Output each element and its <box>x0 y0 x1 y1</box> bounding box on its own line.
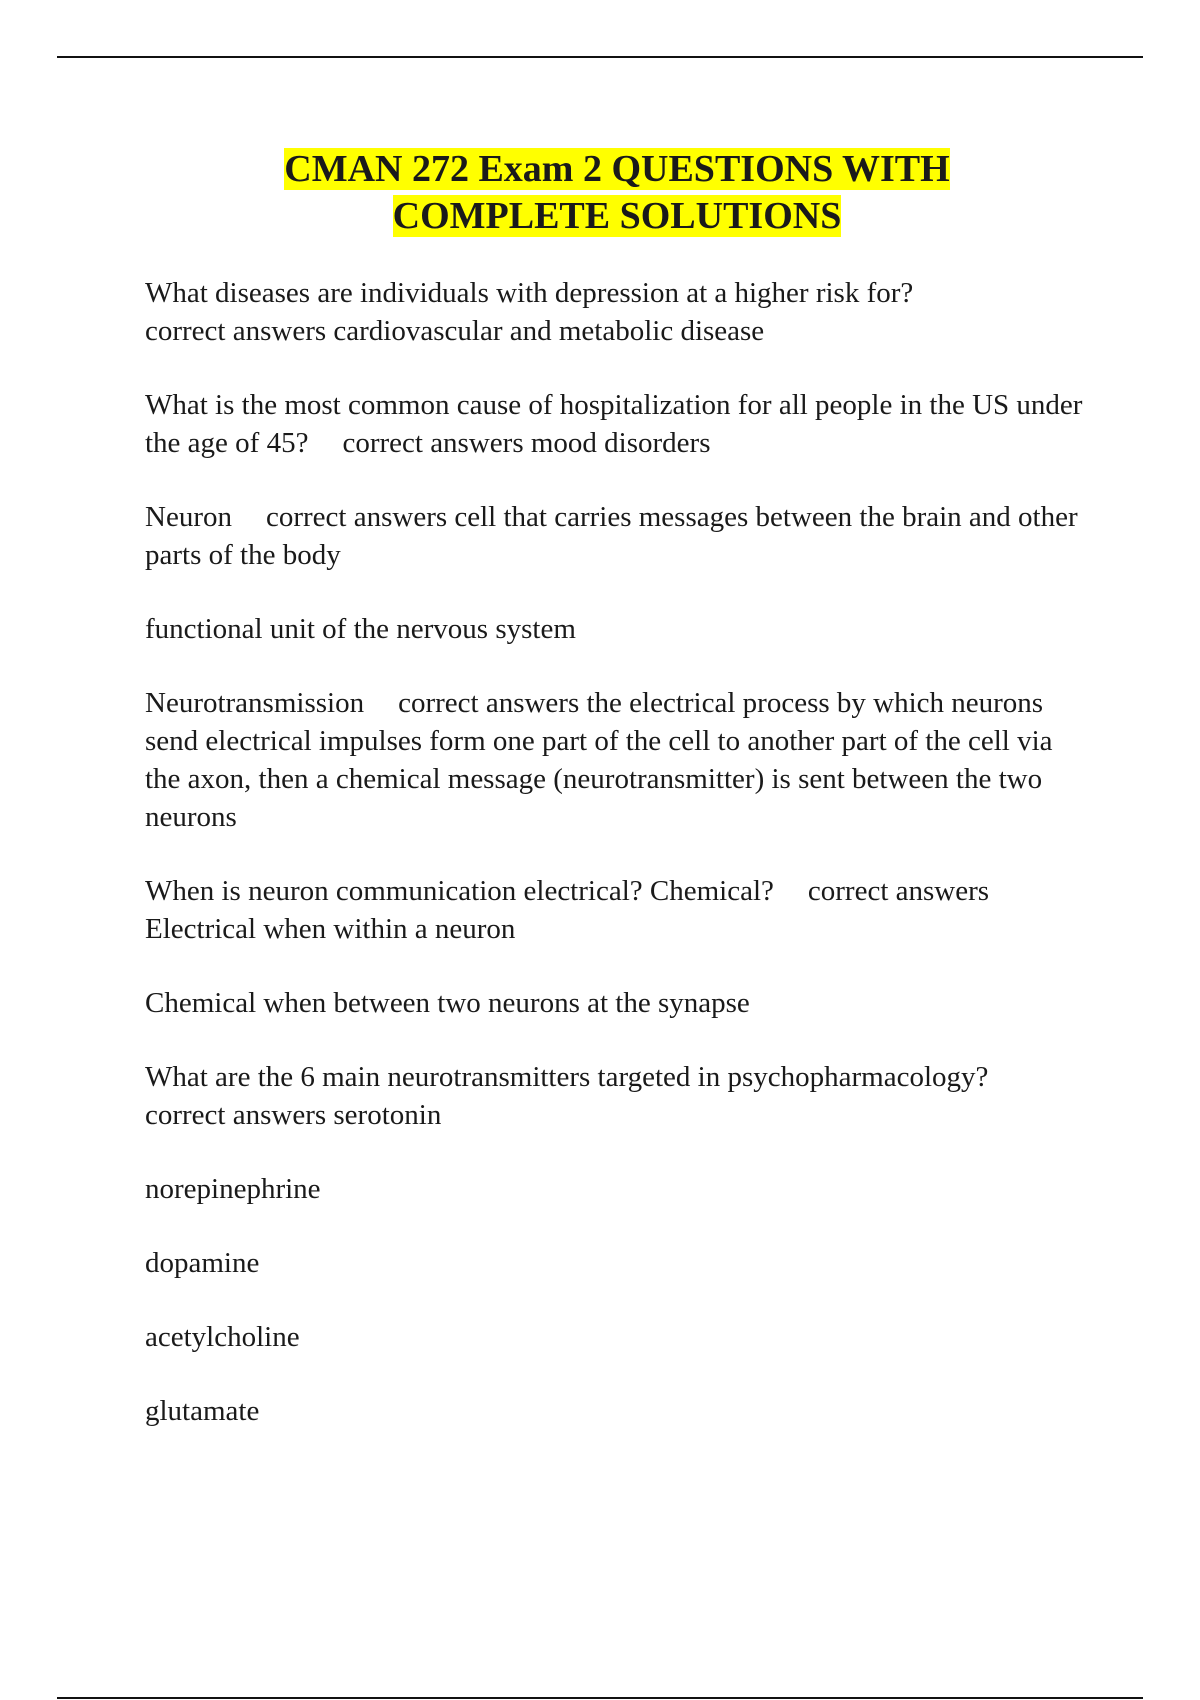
answer-text: correct answers the electrical process by which neurons send electrical impulses form one part of the cell to another part of the cell via the axon, then a chemical message (neurotransmitter) is sent between the two neurons <box>145 687 1060 833</box>
header-rule <box>57 56 1143 58</box>
qa-item-3 <box>145 498 1095 574</box>
question-text: What is the most common cause of hospitalization for all people in the US under the age of 45? <box>145 389 1090 459</box>
document-title <box>0 146 1200 240</box>
answer-text: correct answers cell that carries messages between the brain and other parts of the body <box>145 501 1085 571</box>
question-text: What diseases are individuals with depression at a higher risk for? <box>145 277 914 309</box>
answer-text: correct answers serotonin <box>145 1099 442 1131</box>
question-text: Neuron <box>145 501 232 533</box>
qa-item-2 <box>145 386 1095 462</box>
document-body <box>145 274 1095 1466</box>
qa-item-6 <box>145 1058 1095 1134</box>
question-text: When is neuron communication electrical? Chemical? <box>145 875 774 907</box>
answer-continuation: norepinephrine <box>145 1173 321 1205</box>
qa-item-1 <box>145 274 1095 350</box>
answer-text: correct answers mood disorders <box>342 427 711 459</box>
answer-continuation: dopamine <box>145 1247 260 1279</box>
question-text: What are the 6 main neurotransmitters targeted in psychopharmacology? <box>145 1061 989 1093</box>
qa-item-5 <box>145 872 1095 948</box>
answer-continuation: acetylcholine <box>145 1321 300 1353</box>
qa-item-4 <box>145 684 1095 836</box>
footer-rule <box>57 1697 1143 1699</box>
title-line-1: CMAN 272 Exam 2 QUESTIONS WITH <box>284 148 950 190</box>
question-text: Neurotransmission <box>145 687 365 719</box>
answer-continuation: glutamate <box>145 1395 260 1427</box>
answer-continuation: functional unit of the nervous system <box>145 613 576 645</box>
answer-continuation: Chemical when between two neurons at the synapse <box>145 987 750 1019</box>
answer-text: correct answers Electrical when within a neuron <box>145 875 997 945</box>
title-line-2: COMPLETE SOLUTIONS <box>392 195 842 237</box>
answer-text: correct answers cardiovascular and metabolic disease <box>145 315 765 347</box>
